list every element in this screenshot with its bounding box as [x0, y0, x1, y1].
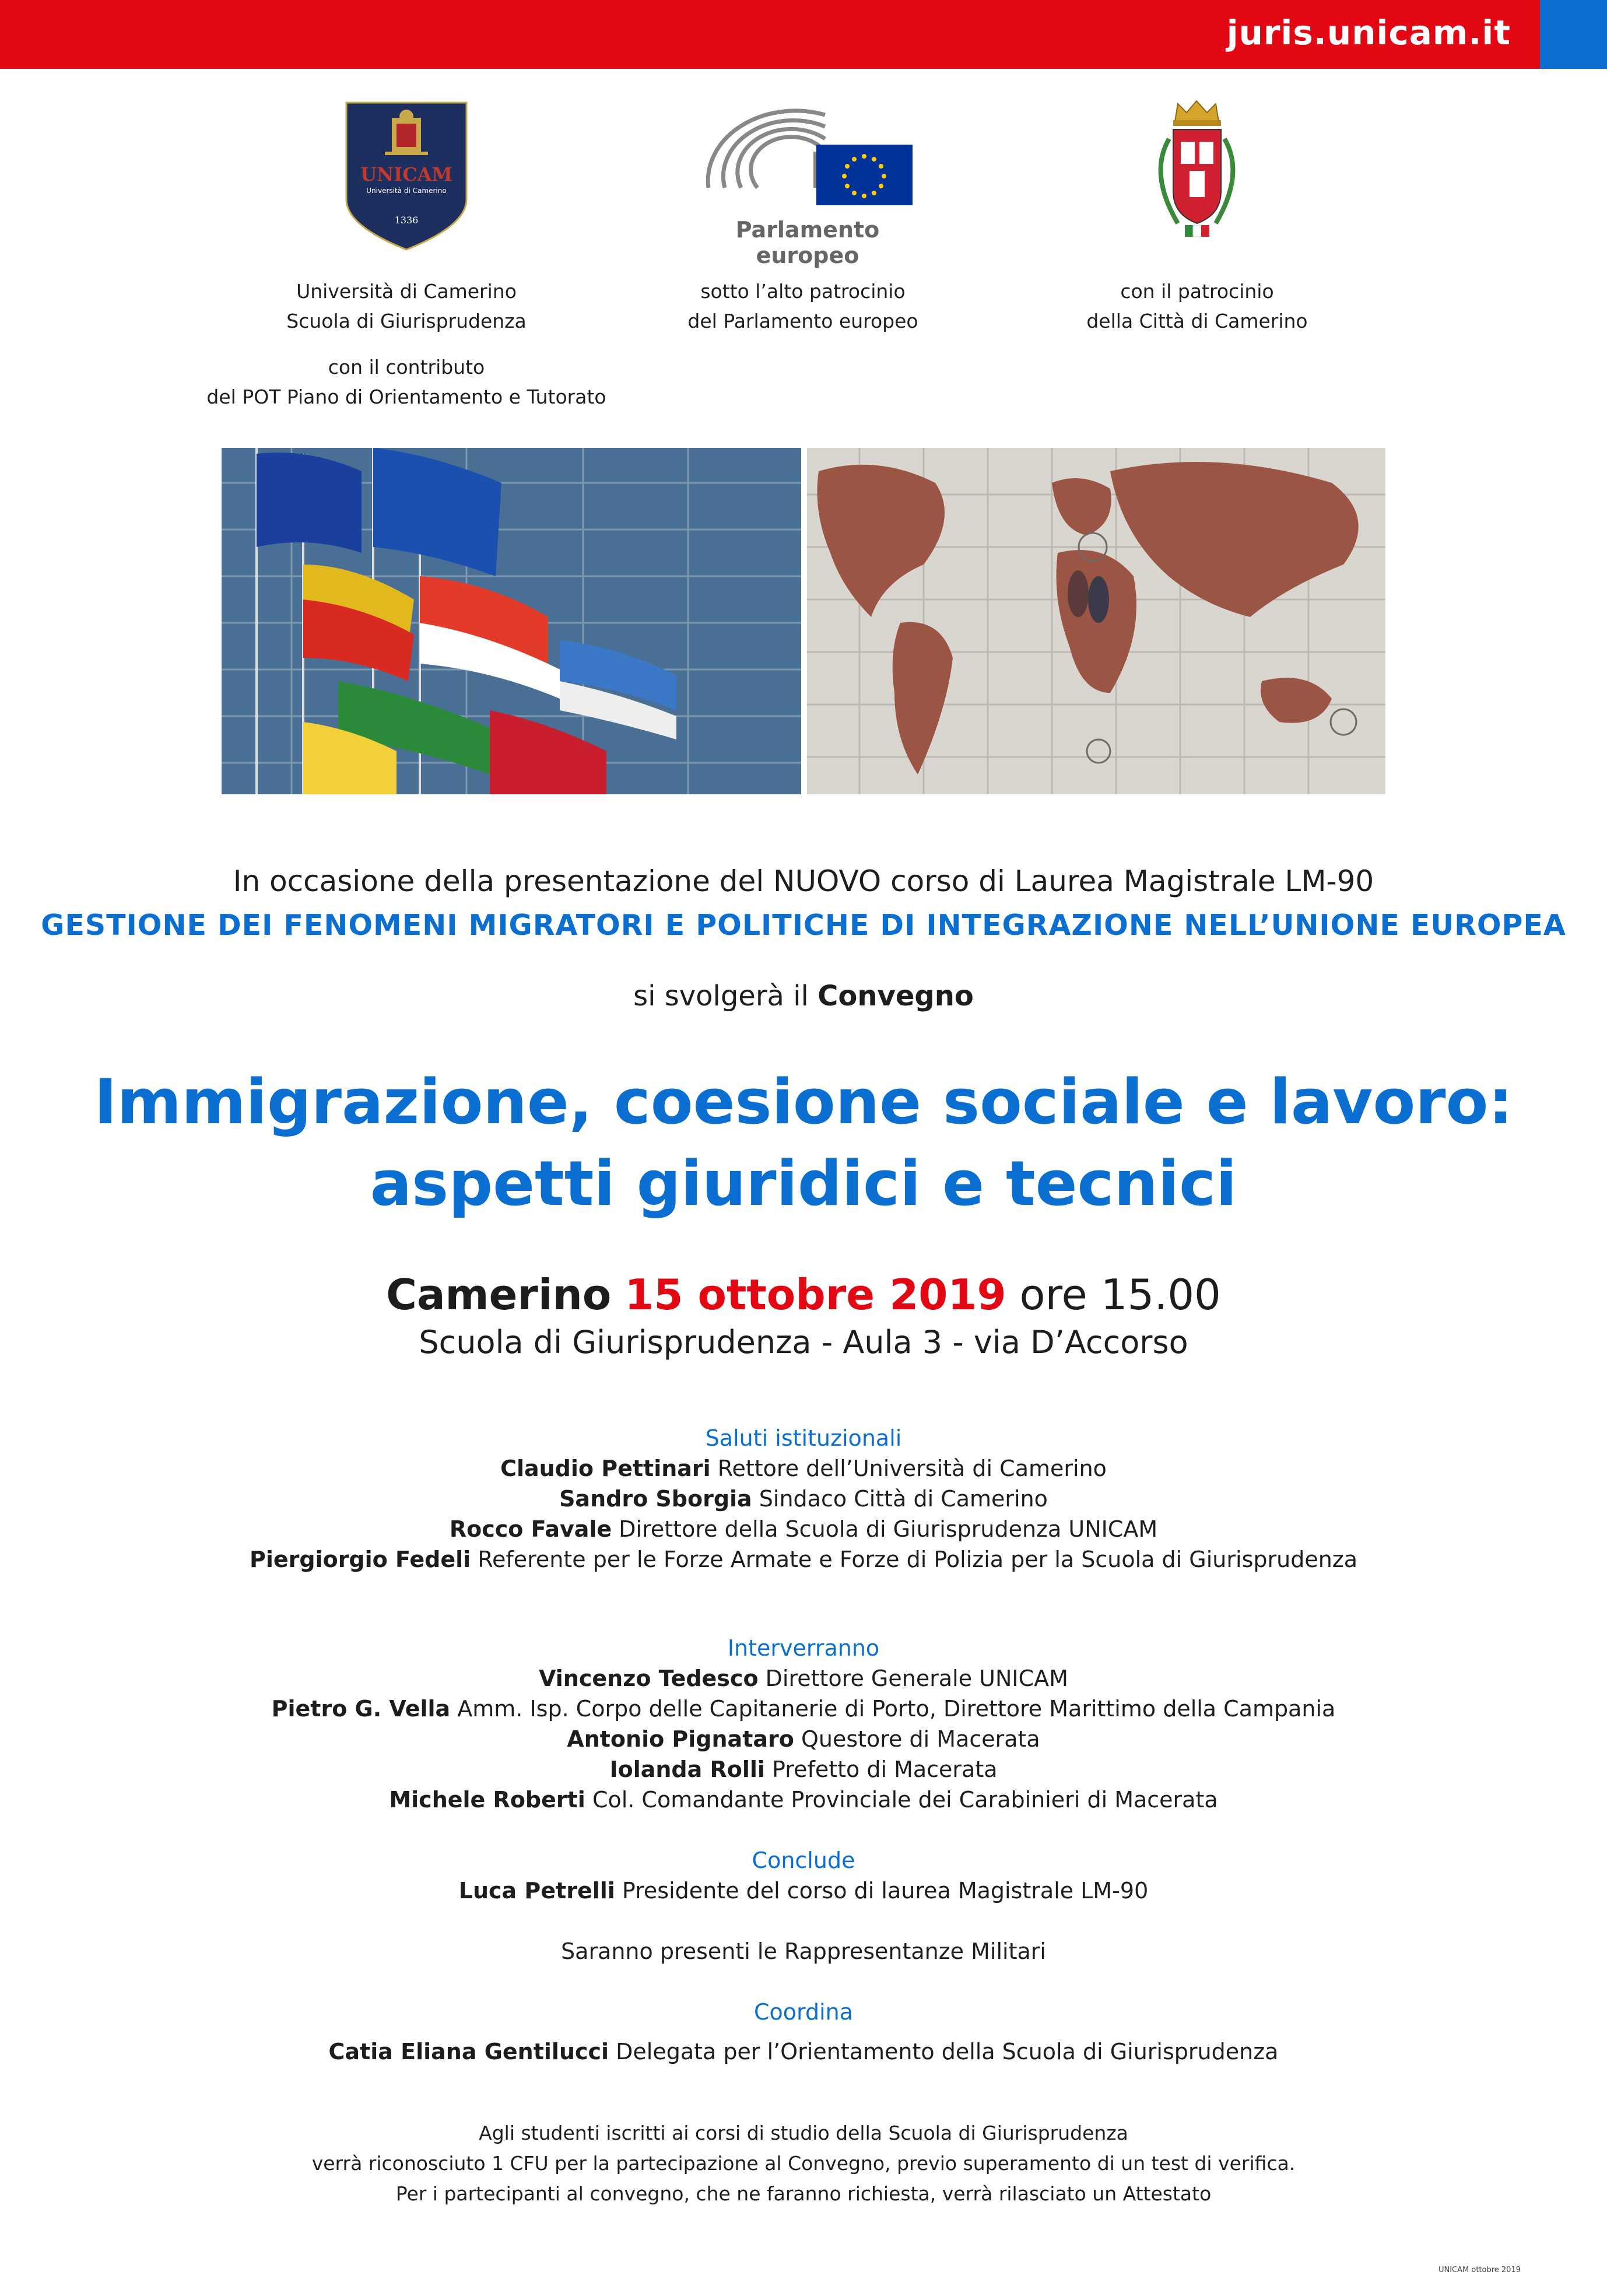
event-title: [0, 1061, 1607, 1225]
person-role: Sindaco Città di Camerino: [759, 1486, 1048, 1512]
sponsor-unicam: [257, 276, 556, 336]
photo-world-map: [807, 448, 1385, 794]
parliament-logo: [697, 100, 918, 268]
person-name: Rocco Favale: [449, 1516, 612, 1542]
event-when: [0, 1270, 1607, 1319]
sponsor-citta-line1: con il patrocinio: [1120, 280, 1274, 303]
sponsor-parlamento: [653, 276, 953, 336]
sponsor-unicam-line1: Università di Camerino: [296, 280, 517, 303]
program-person: [0, 1514, 1607, 1544]
event-intro: In occasione della presentazione del NUOVO corso di Laurea Magistrale LM-90: [233, 864, 1374, 898]
person-name: Pietro G. Vella: [271, 1696, 451, 1722]
spacer: [0, 2027, 1607, 2036]
person-name: Vincenzo Tedesco: [539, 1666, 759, 1691]
convegno-bold: Convegno: [817, 980, 974, 1012]
top-bar: [0, 0, 1607, 69]
unicam-logo: [344, 100, 469, 252]
person-role: Referente per le Forze Armate e Forze di Polizia per la Scuola di Giurisprudenza: [478, 1547, 1358, 1572]
program-person: [0, 1876, 1607, 1906]
person-name: Luca Petrelli: [458, 1878, 615, 1904]
sponsor-contributo-line2: del POT Piano di Orientamento e Tutorato: [206, 385, 606, 408]
program-person: [0, 1694, 1607, 1724]
event-time: ore 15.00: [1019, 1270, 1221, 1319]
site-url[interactable]: juris.unicam.it: [1226, 13, 1511, 52]
spacer: [0, 1815, 1607, 1845]
event-venue: Scuola di Giurisprudenza - Aula 3 - via D’Accorso: [419, 1324, 1188, 1361]
convegno-line: [0, 980, 1607, 1012]
person-role: Amm. Isp. Corpo delle Capitanerie di Porto, Direttore Marittimo della Campania: [457, 1696, 1336, 1722]
person-role: Prefetto di Macerata: [772, 1757, 998, 1782]
person-role: Presidente del corso di laurea Magistrale LM-90: [622, 1878, 1149, 1904]
person-role: Direttore Generale UNICAM: [765, 1666, 1068, 1691]
event-title-line1: Immigrazione, coesione sociale e lavoro:: [94, 1066, 1513, 1138]
sponsor-unicam-line2: Scuola di Giurisprudenza: [286, 310, 527, 332]
program-person: [0, 1484, 1607, 1514]
person-role: Rettore dell’Università di Camerino: [717, 1456, 1107, 1481]
person-role: Col. Comandante Provinciale dei Carabinieri di Macerata: [592, 1787, 1218, 1813]
program-person: [0, 2036, 1607, 2067]
program-person: [0, 1785, 1607, 1815]
unicam-logo-year: 1336: [394, 215, 419, 226]
program: [0, 1423, 1607, 2067]
section-heading-conclude: Conclude: [752, 1848, 855, 1873]
course-name: GESTIONE DEI FENOMENI MIGRATORI E POLITICHE DI INTEGRAZIONE NELL’UNIONE EUROPEA: [41, 909, 1566, 942]
print-stamp: UNICAM ottobre 2019: [1438, 2266, 1521, 2274]
sponsor-citta: [1047, 276, 1347, 336]
program-person: [0, 1754, 1607, 1785]
photo-eu-flags: [222, 448, 801, 794]
military-note: Saranno presenti le Rappresentanze Militari: [561, 1939, 1046, 1964]
footer-line: verrà riconosciuto 1 CFU per la partecipazione al Convegno, previo superamento di un test di verifica.: [311, 2152, 1296, 2175]
sponsor-contributo: [198, 352, 615, 412]
convegno-pre: si svolgerà il: [633, 980, 809, 1012]
person-name: Michele Roberti: [389, 1787, 585, 1813]
sponsor-citta-line2: della Città di Camerino: [1086, 310, 1308, 332]
person-role: Direttore della Scuola di Giurisprudenza UNICAM: [619, 1516, 1158, 1542]
program-person: [0, 1663, 1607, 1694]
person-name: Catia Eliana Gentilucci: [328, 2039, 609, 2064]
person-role: Delegata per l’Orientamento della Scuola di Giurisprudenza: [616, 2039, 1279, 2064]
sponsor-contributo-line1: con il contributo: [328, 356, 485, 378]
person-name: Antonio Pignataro: [567, 1726, 794, 1752]
section-heading-saluti: Saluti istituzionali: [705, 1425, 902, 1451]
person-role: Questore di Macerata: [801, 1726, 1040, 1752]
spacer: [0, 1575, 1607, 1633]
program-person: [0, 1453, 1607, 1484]
spacer: [0, 1967, 1607, 1997]
program-person: [0, 1724, 1607, 1754]
event-city: Camerino: [386, 1270, 612, 1319]
event-date: 15 ottobre 2019: [624, 1270, 1006, 1319]
unicam-logo-name: UNICAM: [360, 163, 452, 185]
person-name: Piergiorgio Fedeli: [249, 1547, 471, 1572]
footer-note: [0, 2118, 1607, 2209]
section-heading-interverranno: Interverranno: [727, 1635, 880, 1661]
spacer: [0, 1906, 1607, 1936]
person-name: Iolanda Rolli: [609, 1757, 765, 1782]
event-title-line2: aspetti giuridici e tecnici: [370, 1148, 1237, 1219]
person-name: Claudio Pettinari: [500, 1456, 711, 1481]
sponsor-parlamento-line2: del Parlamento europeo: [687, 310, 918, 332]
person-name: Sandro Sborgia: [559, 1486, 752, 1512]
unicam-logo-sub: Università di Camerino: [366, 187, 447, 195]
footer-line: Agli studenti iscritti ai corsi di studio della Scuola di Giurisprudenza: [479, 2122, 1128, 2144]
top-bar-blue-block: [1540, 0, 1607, 69]
parliament-logo-label: Parlamento europeo: [735, 217, 880, 268]
camerino-coat-of-arms: [1143, 98, 1251, 247]
footer-line: Per i partecipanti al convegno, che ne faranno richiesta, verrà rilasciato un Attestato: [395, 2182, 1212, 2205]
sponsor-parlamento-line1: sotto l’alto patrocinio: [700, 280, 906, 303]
program-person: [0, 1544, 1607, 1575]
section-heading-coordina: Coordina: [753, 1999, 854, 2025]
